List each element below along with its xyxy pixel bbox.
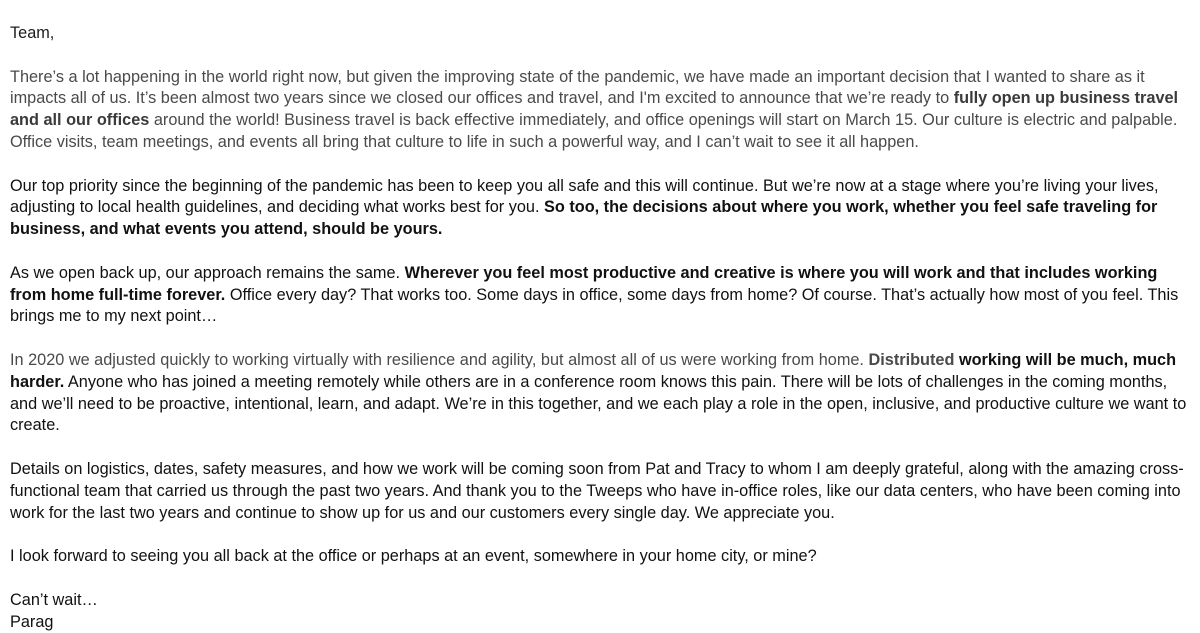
paragraph-work-flexibility bbox=[10, 263, 1190, 328]
paragraph-text: Anyone who has joined a meeting remotely while others are in a conference room knows this pain. There will be lots of challenges in the coming months, and we’ll need to be proactive, intentional, learn, and adapt. We’re in this together, and we each play a role in the open, inclusive, and productive culture we want to create. bbox=[10, 372, 1187, 435]
signature: Parag bbox=[10, 612, 54, 631]
paragraph-closing-thought bbox=[10, 546, 1190, 568]
paragraph-distributed-work bbox=[10, 350, 1190, 437]
paragraph-text: Our top priority since the beginning of the pandemic has been to keep you all safe and this will continue. But we’re now at a stage where you’re living your lives, adjusting to local health guidelines, and deciding what works best for you. bbox=[10, 176, 1159, 217]
greeting: Team, bbox=[10, 24, 55, 42]
paragraph-logistics-thanks bbox=[10, 459, 1190, 524]
paragraph-emphasis: fully open up business travel and all our offices bbox=[10, 89, 1179, 130]
paragraph-text: Details on logistics, dates, safety measures, and how we work will be coming soon from Pat and Tracy to whom I am deeply grateful, along with the amazing cross-functional team that carried us through the past two years. And thank you to the Tweeps who have in-office roles, like our data centers, who have been coming into work for the last two years and continue to show up for us and our customers every single day. We appreciate you. bbox=[10, 459, 1184, 522]
paragraph-emphasis: Wherever you feel most productive and creative is where you will work and that includes working from home full-time forever. bbox=[10, 263, 1158, 304]
paragraph-text: Office every day? That works too. Some days in office, some days from home? Of course. That’s actually how most of you feel. This brings me to my next point… bbox=[10, 285, 1179, 326]
paragraph-text: As we open back up, our approach remains the same. bbox=[10, 263, 405, 282]
signoff: Can’t wait… bbox=[10, 590, 98, 609]
paragraph-text: In 2020 we adjusted quickly to working virtually with resilience and agility, but almost all of us were working from home. bbox=[10, 350, 869, 369]
paragraph-emphasis: working will be much, much harder. bbox=[10, 350, 1177, 391]
paragraph-text: around the world! Business travel is back effective immediately, and office openings will start on March 15. Our culture is electric and palpable. Office visits, team meetings, and events all bring that culture to life in such a powerful way, and I can’t wait to see it all happen. bbox=[10, 111, 1178, 151]
paragraph-text: There’s a lot happening in the world right now, but given the improving state of the pandemic, we have made an important decision that I wanted to share as it impacts all of us. It’s been almost two years since we closed our offices and travel, and I'm excited to announce that we’re ready to bbox=[10, 67, 1145, 108]
paragraph-text: I look forward to seeing you all back at the office or perhaps at an event, somewhere in your home city, or mine? bbox=[10, 547, 817, 566]
paragraph-emphasis: Distributed bbox=[868, 350, 955, 369]
paragraph-reopening-announcement bbox=[10, 67, 1190, 154]
paragraph-emphasis: So too, the decisions about where you work, whether you feel safe traveling for business, and what events you attend, should be yours. bbox=[10, 198, 1158, 239]
paragraph-safety-priority bbox=[10, 176, 1190, 241]
signoff-block bbox=[10, 590, 1190, 633]
